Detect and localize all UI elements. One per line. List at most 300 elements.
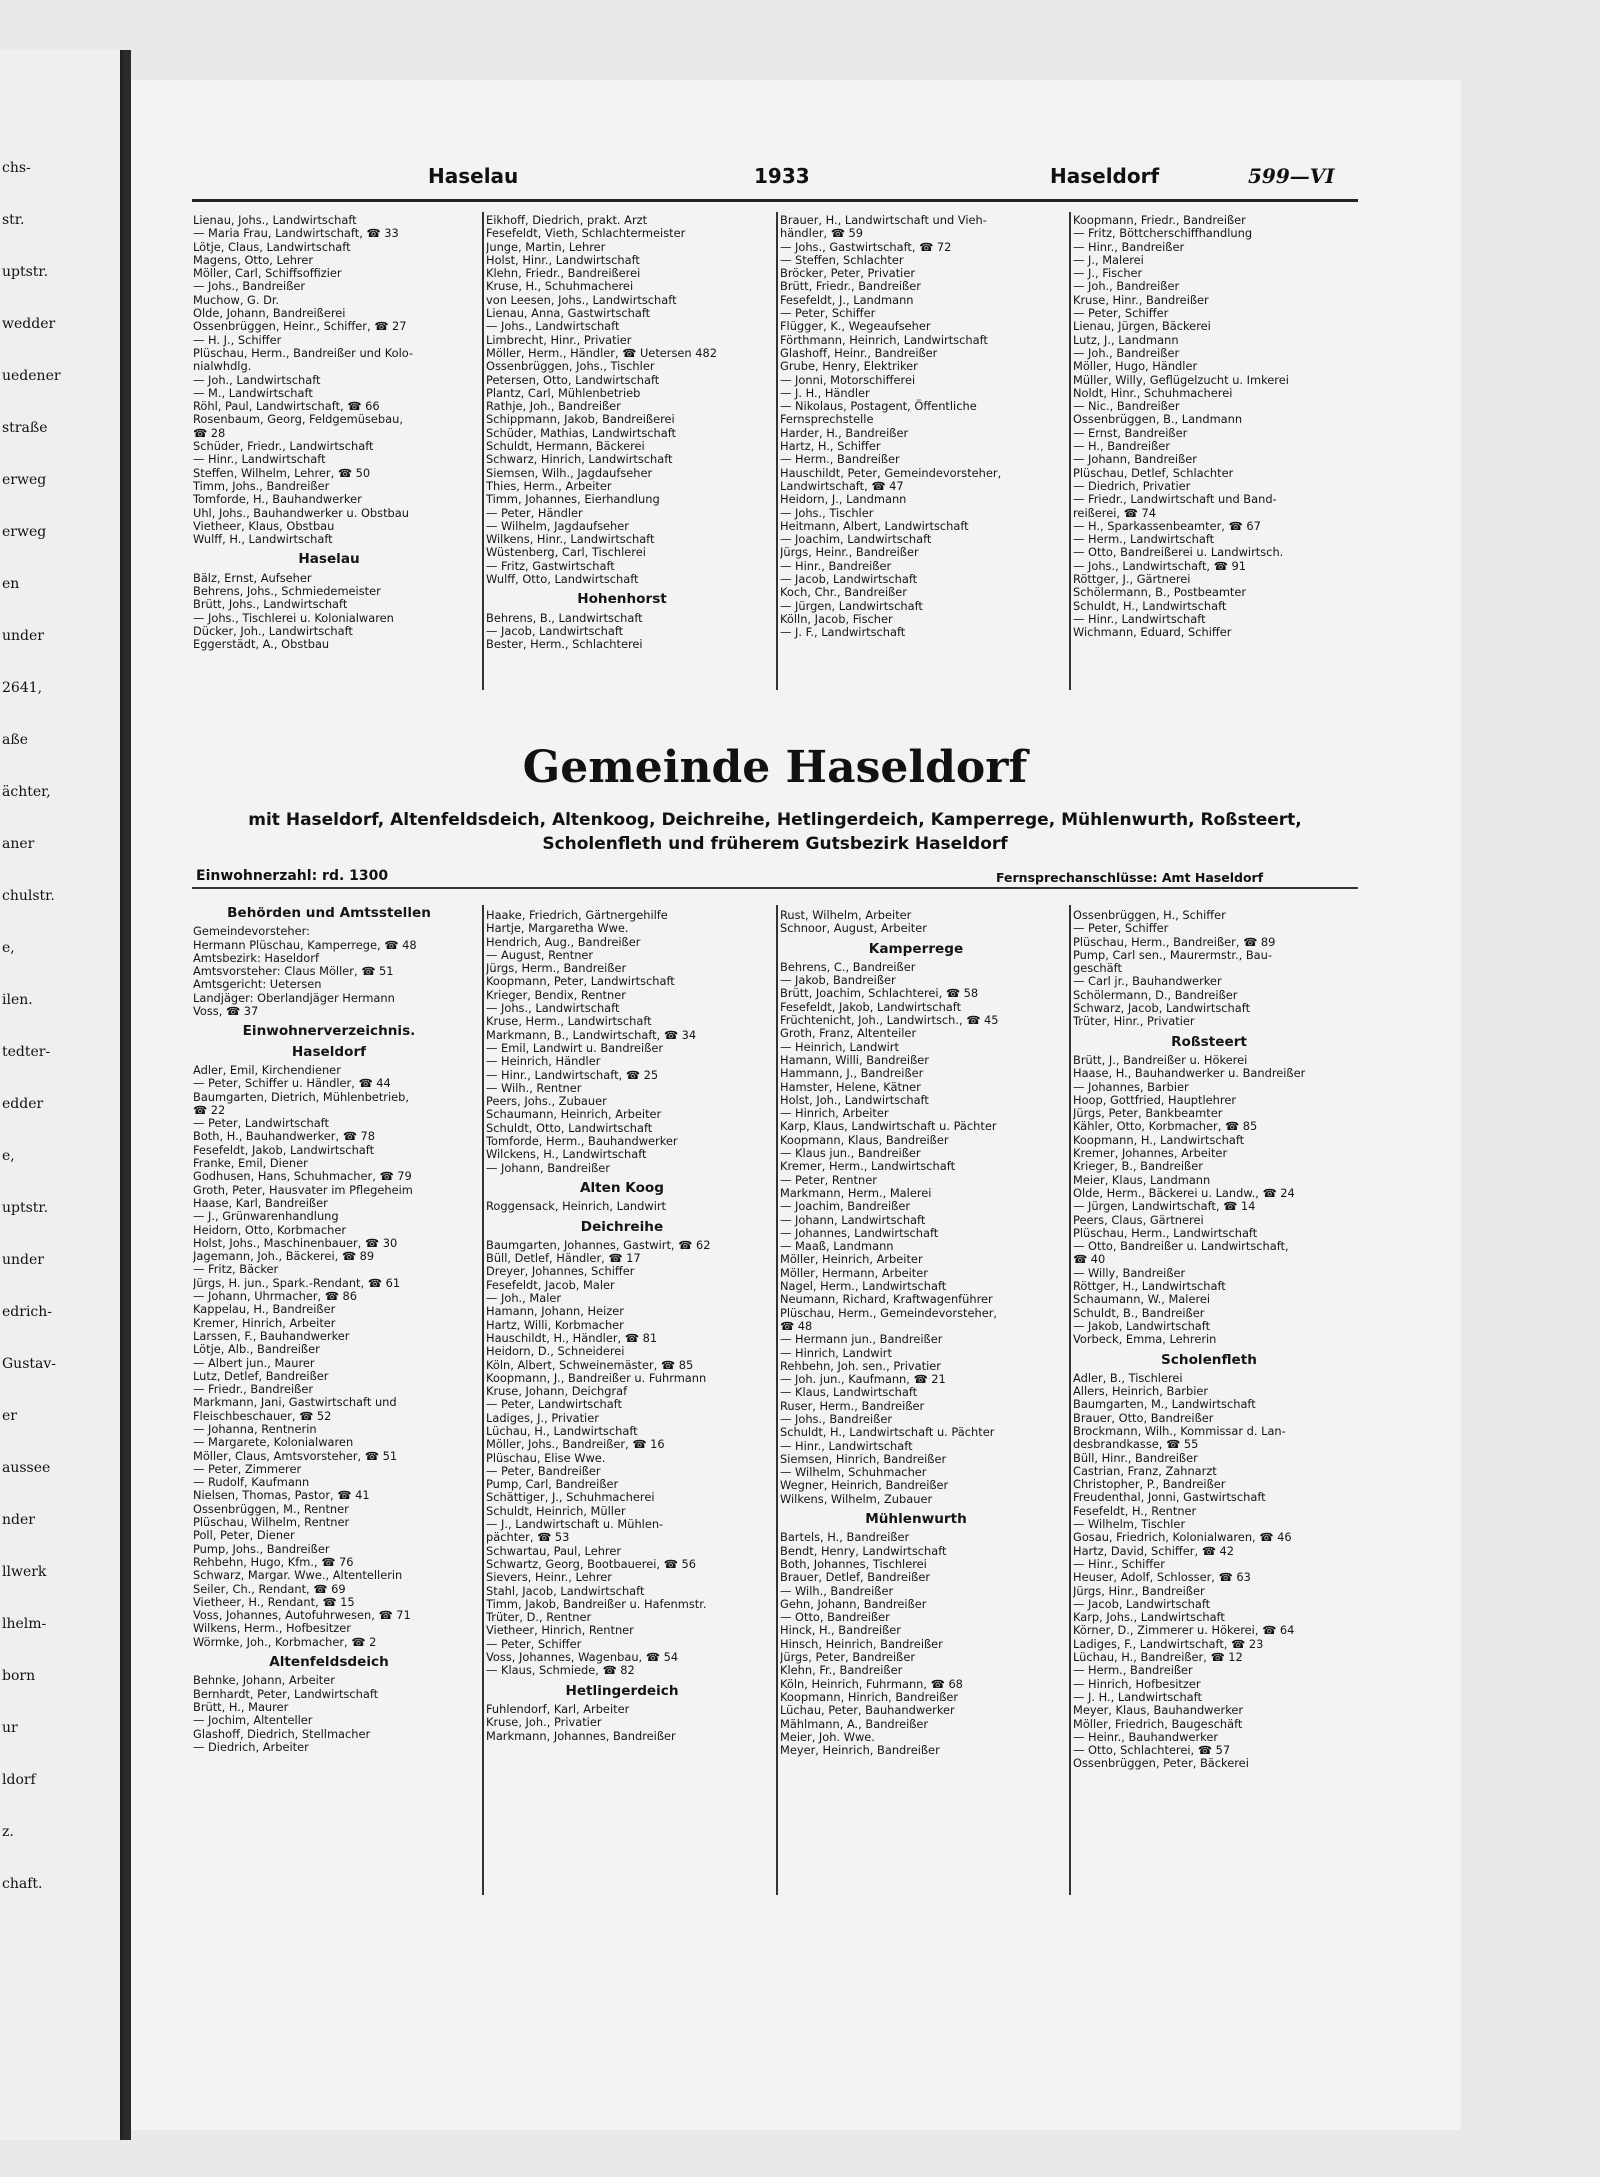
directory-entry: — Joh., Landwirtschaft (193, 372, 321, 387)
directory-entry: — Johann, Landwirtschaft (780, 1212, 926, 1227)
directory-entry: Holst, Joh., Landwirtschaft (780, 1092, 929, 1107)
directory-entry: — Joachim, Landwirtschaft (780, 532, 932, 547)
directory-entry: Wulff, H., Landwirtschaft (193, 532, 333, 547)
section-heading: Deichreihe (580, 1218, 664, 1235)
directory-entry: — Wilhelm, Tischler (1073, 1517, 1186, 1532)
bottom-column-3 (780, 909, 1052, 1899)
directory-entry: — Heinrich, Händler (486, 1054, 601, 1069)
directory-entry: nialwhdlg. (193, 359, 252, 374)
directory-entry: Vietheer, Hinrich, Rentner (486, 1623, 634, 1638)
directory-entry: Markmann, B., Landwirtschaft, ☎ 34 (486, 1027, 697, 1042)
directory-entry: Hamster, Helene, Kätner (780, 1079, 921, 1094)
prev-page-fragment: nder (2, 1512, 35, 1528)
directory-entry: — Jonni, Motorschifferei (780, 372, 916, 387)
directory-entry: — J., Landwirtschaft u. Mühlen- (486, 1517, 664, 1532)
directory-entry: — Johanna, Rentnerin (193, 1421, 317, 1436)
directory-entry: — J., Fischer (1073, 266, 1143, 281)
directory-entry: — Herm., Bandreißer (780, 452, 900, 467)
directory-entry: Brauer, Otto, Bandreißer (1073, 1410, 1214, 1425)
directory-entry: Schuldt, Hermann, Bäckerei (486, 439, 645, 454)
directory-entry: — Steffen, Schlachter (780, 252, 904, 267)
directory-entry: Fesefeldt, Jakob, Landwirtschaft (193, 1142, 375, 1157)
directory-entry: Wilckens, H., Landwirtschaft (486, 1147, 647, 1162)
directory-entry: Plüschau, Detlef, Schlachter (1073, 465, 1234, 480)
directory-entry: Rathje, Joh., Bandreißer (486, 399, 621, 414)
directory-entry: — Joh., Bandreißer (1073, 279, 1180, 294)
prev-page-fragment: erweg (2, 472, 47, 488)
directory-entry: Tomforde, Herm., Bauhandwerker (486, 1134, 678, 1149)
directory-entry: — Joh., Maler (486, 1291, 562, 1306)
directory-entry: — Hinrich, Hofbesitzer (1073, 1676, 1201, 1691)
directory-entry: Lienau, Jürgen, Bäckerei (1073, 319, 1211, 334)
top-col3-entries (780, 214, 1052, 640)
directory-entry: — J. F., Landwirtschaft (780, 625, 906, 640)
directory-entry: Koopmann, J., Bandreißer u. Fuhrmann (486, 1370, 707, 1385)
directory-entry: — H., Bandreißer (1073, 439, 1170, 454)
directory-entry: Hamann, Willi, Bandreißer (780, 1052, 929, 1067)
directory-entry: Karp, Klaus, Landwirtschaft u. Pächter (780, 1119, 997, 1134)
directory-entry: Köln, Heinrich, Fuhrmann, ☎ 68 (780, 1676, 963, 1691)
directory-entry: Heidorn, D., Schneiderei (486, 1344, 625, 1359)
directory-entry: — Peter, Zimmerer (193, 1461, 302, 1476)
directory-entry: Siemsen, Hinrich, Bandreißer (780, 1451, 947, 1466)
directory-entry: — J., Malerei (1073, 252, 1144, 267)
directory-entry: — Johs., Tischler (780, 505, 874, 520)
directory-entry: Poll, Peter, Diener (193, 1528, 295, 1543)
directory-entry: Grube, Henry, Elektriker (780, 359, 918, 374)
directory-entry: Ossenbrüggen, Heinr., Schiffer, ☎ 27 (193, 319, 407, 334)
directory-entry: Dreyer, Johannes, Schiffer (486, 1264, 635, 1279)
directory-entry: Glashoff, Heinr., Bandreißer (780, 345, 938, 360)
directory-entry: Wüstenberg, Carl, Tischlerei (486, 545, 646, 560)
prev-page-fragment: edrich- (2, 1304, 53, 1320)
directory-entry: Büll, Detlef, Händler, ☎ 17 (486, 1251, 641, 1266)
directory-entry: Magens, Otto, Lehrer (193, 252, 314, 267)
prev-page-fragment: e, (2, 940, 15, 956)
directory-entry: Behrens, B., Landwirtschaft (486, 610, 643, 625)
previous-page-edge (0, 50, 123, 2140)
directory-entry: Muchow, G. Dr. (193, 292, 280, 307)
directory-entry: — Hinr., Landwirtschaft (780, 1438, 913, 1453)
subtitle-line-2: Scholenfleth und früherem Gutsbezirk Haseldorf (542, 834, 1008, 854)
directory-entry: — Jakob, Landwirtschaft (1073, 1318, 1211, 1333)
directory-entry: Schättiger, J., Schuhmacherei (486, 1490, 655, 1505)
directory-entry: Kremer, Herm., Landwirtschaft (780, 1159, 956, 1174)
population-count: Einwohnerzahl: rd. 1300 (196, 868, 389, 884)
directory-entry: Thies, Herm., Arbeiter (486, 478, 612, 493)
directory-entry: Ruser, Herm., Bandreißer (780, 1398, 925, 1413)
directory-entry: Rosenbaum, Georg, Feldgemüsebau, (193, 412, 403, 427)
directory-entry: — H. J., Schiffer (193, 332, 282, 347)
directory-entry: — Hinr., Landwirtschaft, ☎ 25 (486, 1067, 659, 1082)
directory-entry: Schwarz, Jacob, Landwirtschaft (1073, 1001, 1251, 1016)
prev-page-fragment: tedter- (2, 1044, 51, 1060)
directory-entry: — Wilhelm, Jagdaufseher (486, 518, 629, 533)
directory-entry: Wilkens, Hinr., Landwirtschaft (486, 532, 655, 547)
directory-entry: Christopher, P., Bandreißer (1073, 1477, 1226, 1492)
directory-entry: Haase, Karl, Bandreißer (193, 1195, 328, 1210)
directory-entry: Sievers, Heinr., Lehrer (486, 1570, 612, 1585)
prev-page-fragment: e, (2, 1148, 15, 1164)
directory-entry: Gemeindevorsteher: (193, 924, 310, 939)
directory-entry: Plantz, Carl, Mühlenbetrieb (486, 385, 641, 400)
directory-entry: Landjäger: Oberlandjäger Hermann (193, 990, 395, 1005)
directory-entry: Limbrecht, Hinr., Privatier (486, 332, 632, 347)
directory-entry: — Otto, Bandreißer u. Landwirtschaft, (1073, 1239, 1289, 1254)
directory-entry: ☎ 40 (1073, 1252, 1106, 1267)
directory-entry: Lüchau, Peter, Bauhandwerker (780, 1703, 955, 1718)
column-divider (776, 905, 778, 1895)
directory-entry: — Peter, Schiffer (1073, 921, 1169, 936)
directory-entry: Markmann, Johannes, Bandreißer (486, 1728, 676, 1743)
directory-entry: Vietheer, H., Rendant, ☎ 15 (193, 1594, 355, 1609)
directory-entry: Koopmann, Friedr., Bandreißer (1073, 214, 1246, 227)
bottom-column-4 (1073, 909, 1345, 1899)
prev-page-fragment: aussee (2, 1460, 51, 1476)
directory-entry: Karp, Johs., Landwirtschaft (1073, 1610, 1225, 1625)
directory-entry: Kremer, Johannes, Arbeiter (1073, 1146, 1228, 1161)
directory-entry: Schölermann, D., Bandreißer (1073, 987, 1238, 1002)
directory-entry: Schuldt, H., Landwirtschaft u. Pächter (780, 1425, 995, 1440)
directory-entry: Behrens, C., Bandreißer (780, 959, 916, 974)
directory-entry: Krieger, Bendix, Rentner (486, 987, 626, 1002)
directory-entry: Freudenthal, Jonni, Gastwirtschaft (1073, 1490, 1266, 1505)
directory-entry: Ossenbrüggen, H., Schiffer (1073, 909, 1226, 922)
directory-entry: Ossenbrüggen, B., Landmann (1073, 412, 1243, 427)
directory-entry: Fesefeldt, J., Landmann (780, 292, 914, 307)
directory-entry: Adler, B., Tischlerei (1073, 1370, 1183, 1385)
directory-entry: Baumgarten, M., Landwirtschaft (1073, 1397, 1256, 1412)
directory-entry: — Emil, Landwirt u. Bandreißer (486, 1040, 664, 1055)
prev-page-fragment: uptstr. (2, 264, 49, 280)
directory-entry: — Peter, Händler (486, 505, 583, 520)
directory-entry: Kruse, Joh., Privatier (486, 1715, 602, 1730)
directory-entry: Möller, Friedrich, Baugeschäft (1073, 1716, 1243, 1731)
bottom-column-1 (193, 900, 465, 1900)
section-heading: Behörden und Amtsstellen (227, 905, 431, 921)
directory-entry: Junge, Martin, Lehrer (486, 239, 606, 254)
directory-entry: Hartje, Margaretha Wwe. (486, 921, 629, 936)
directory-entry: reißerei, ☎ 74 (1073, 505, 1156, 520)
directory-entry: geschäft (1073, 961, 1122, 976)
directory-entry: Schwartau, Paul, Lehrer (486, 1543, 622, 1558)
prev-page-fragment: ldorf (2, 1772, 36, 1788)
directory-entry: Bester, Herm., Schlachterei (486, 637, 643, 652)
directory-entry: Gosau, Friedrich, Kolonialwaren, ☎ 46 (1073, 1530, 1292, 1545)
directory-entry: Schüder, Friedr., Landwirtschaft (193, 439, 374, 454)
directory-entry: — Otto, Schlachterei, ☎ 57 (1073, 1743, 1231, 1758)
directory-entry: Früchtenicht, Joh., Landwirtsch., ☎ 45 (780, 1013, 999, 1028)
directory-entry: händler, ☎ 59 (780, 226, 864, 241)
directory-entry: — Albert jun., Maurer (193, 1355, 315, 1370)
prev-page-fragment: z. (2, 1824, 14, 1840)
directory-entry: — Hinr., Landwirtschaft (193, 452, 326, 467)
phone-office: Fernsprechanschlüsse: Amt Haseldorf (996, 870, 1264, 885)
section-heading: Hetlingerdeich (565, 1682, 679, 1699)
directory-entry: Trüter, D., Rentner (486, 1610, 592, 1625)
title-rule (192, 887, 1358, 889)
directory-entry: Timm, Johannes, Eierhandlung (486, 492, 660, 507)
prev-page-fragment: en (2, 576, 20, 592)
directory-entry: Rehbehn, Hugo, Kfm., ☎ 76 (193, 1554, 354, 1569)
directory-entry: — Nic., Bandreißer (1073, 399, 1180, 414)
directory-entry: Vietheer, Klaus, Obstbau (193, 518, 335, 533)
directory-entry: — Peter, Schiffer u. Händler, ☎ 44 (193, 1076, 391, 1091)
section-heading-haselau: Haselau (298, 551, 360, 568)
directory-entry: Both, H., Bauhandwerker, ☎ 78 (193, 1129, 376, 1144)
directory-entry: ☎ 28 (193, 425, 226, 440)
directory-entry: — Peter, Schiffer (780, 306, 876, 321)
directory-entry: Brütt, Joachim, Schlachterei, ☎ 58 (780, 986, 979, 1001)
directory-entry: Heuser, Adolf, Schlosser, ☎ 63 (1073, 1570, 1251, 1585)
directory-entry: Ladiges, J., Privatier (486, 1410, 599, 1425)
directory-entry: Dücker, Joh., Landwirtschaft (193, 623, 353, 638)
page-title: Gemeinde Haseldorf (522, 742, 1028, 793)
directory-entry: — Johannes, Barbier (1073, 1079, 1189, 1094)
directory-entry: Kruse, Herm., Landwirtschaft (486, 1014, 652, 1029)
directory-entry: — Joh., Bandreißer (1073, 345, 1180, 360)
directory-entry: — Hinr., Landwirtschaft (1073, 611, 1206, 626)
directory-entry: Jürgs, H. jun., Spark.-Rendant, ☎ 61 (193, 1275, 401, 1290)
directory-entry: Möller, Claus, Amtsvorsteher, ☎ 51 (193, 1448, 398, 1463)
directory-entry: Amtsbezirk: Haseldorf (193, 950, 319, 965)
directory-entry: Schwartz, Georg, Bootbauerei, ☎ 56 (486, 1556, 696, 1571)
directory-entry: — Diedrich, Privatier (1073, 478, 1191, 493)
directory-entry: Hendrich, Aug., Bandreißer (486, 934, 641, 949)
header-left: Haselau (428, 164, 519, 188)
directory-entry: Amtsvorsteher: Claus Möller, ☎ 51 (193, 964, 394, 979)
prev-page-fragment: aner (2, 836, 35, 852)
directory-entry: Lienau, Johs., Landwirtschaft (193, 214, 357, 227)
prev-page-fragment: Gustav- (2, 1356, 56, 1372)
directory-entry: Hinck, H., Bandreißer (780, 1623, 901, 1638)
directory-entry: Haake, Friedrich, Gärtnergehilfe (486, 909, 668, 922)
directory-entry: Schuldt, B., Bandreißer (1073, 1305, 1205, 1320)
directory-entry: Bälz, Ernst, Aufseher (193, 570, 312, 585)
directory-entry: — Hermann jun., Bandreißer (780, 1332, 943, 1347)
directory-entry: Brütt, Friedr., Bandreißer (780, 279, 921, 294)
directory-entry: Roggensack, Heinrich, Landwirt (486, 1199, 667, 1214)
prev-page-fragment: erweg (2, 524, 47, 540)
directory-entry: Brockmann, Wilh., Kommissar d. Lan- (1073, 1423, 1286, 1438)
directory-entry: — Peter, Bandreißer (486, 1463, 601, 1478)
prev-page-fragment: edder (2, 1096, 44, 1112)
directory-entry: — Jürgen, Landwirtschaft, ☎ 14 (1073, 1199, 1256, 1214)
directory-entry: — Johs., Landwirtschaft, ☎ 91 (1073, 558, 1246, 573)
directory-entry: — Joachim, Bandreißer (780, 1199, 911, 1214)
directory-entry: Kremer, Hinrich, Arbeiter (193, 1315, 336, 1330)
directory-entry: Fleischbeschauer, ☎ 52 (193, 1408, 332, 1423)
prev-page-fragment: ur (2, 1720, 18, 1736)
section-heading-hohenhorst: Hohenhorst (577, 591, 667, 608)
directory-entry: — Johann, Bandreißer (1073, 452, 1197, 467)
prev-page-fragment: aße (2, 732, 28, 748)
directory-entry: Koopmann, H., Landwirtschaft (1073, 1132, 1245, 1147)
directory-entry: Hartz, H., Schiffer (780, 439, 881, 454)
directory-entry: Larssen, F., Bauhandwerker (193, 1328, 350, 1343)
directory-entry: Möller, Hermann, Arbeiter (780, 1265, 928, 1280)
directory-entry: Röttger, J., Gärtnerei (1073, 572, 1191, 587)
directory-entry: — Heinrich, Landwirt (780, 1039, 899, 1054)
directory-entry: — Margarete, Kolonialwaren (193, 1435, 354, 1450)
top-col2b-entries (486, 612, 758, 652)
directory-entry: — Carl jr., Bauhandwerker (1073, 974, 1222, 989)
directory-entry: Brauer, H., Landwirtschaft und Vieh- (780, 214, 987, 227)
directory-entry: Steffen, Wilhelm, Lehrer, ☎ 50 (193, 465, 371, 480)
directory-entry: — Otto, Bandreißerei u. Landwirtsch. (1073, 545, 1284, 560)
prev-page-fragment: llwerk (2, 1564, 47, 1580)
directory-entry: Harder, H., Bandreißer (780, 425, 909, 440)
directory-entry: Lienau, Anna, Gastwirtschaft (486, 306, 651, 321)
directory-entry: — H., Sparkassenbeamter, ☎ 67 (1073, 518, 1261, 533)
directory-entry: Koch, Chr., Bandreißer (780, 585, 907, 600)
directory-entry: Fesefeldt, Jakob, Landwirtschaft (780, 999, 962, 1014)
top-column-4 (1073, 214, 1345, 692)
directory-entry: — Joh. jun., Kaufmann, ☎ 21 (780, 1372, 946, 1387)
directory-entry: Möller, Hugo, Händler (1073, 359, 1198, 374)
directory-entry: Amtsgericht: Uetersen (193, 977, 322, 992)
directory-entry: Jürgs, Hinr., Bandreißer (1073, 1583, 1205, 1598)
directory-entry: — Herm., Bandreißer (1073, 1663, 1193, 1678)
directory-entry: Nielsen, Thomas, Pastor, ☎ 41 (193, 1488, 370, 1503)
header-right: Haseldorf (1050, 164, 1160, 188)
directory-entry: Voss, ☎ 37 (193, 1004, 259, 1019)
directory-entry: Mählmann, A., Bandreißer (780, 1716, 929, 1731)
directory-entry: Hoop, Gottfried, Hauptlehrer (1073, 1092, 1237, 1107)
directory-entry: — Hinrich, Landwirt (780, 1345, 892, 1360)
directory-entry: — Peter, Rentner (780, 1172, 877, 1187)
running-header (298, 164, 1358, 190)
bottom-col1-entries (193, 907, 465, 1754)
prev-page-fragment: 2641, (2, 680, 43, 696)
directory-entry: Möller, Herm., Händler, ☎ Uetersen 482 (486, 345, 717, 360)
prev-page-fragment: under (2, 1252, 44, 1268)
directory-entry: Jürgs, Herm., Bandreißer (486, 961, 627, 976)
directory-entry: Siemsen, Wilh., Jagdaufseher (486, 465, 653, 480)
directory-entry: Lötje, Claus, Landwirtschaft (193, 239, 351, 254)
directory-entry: — Johs., Gastwirtschaft, ☎ 72 (780, 239, 952, 254)
top-col4-entries (1073, 214, 1345, 640)
directory-entry: Lötje, Alb., Bandreißer (193, 1342, 320, 1357)
directory-entry: Rehbehn, Joh. sen., Privatier (780, 1358, 941, 1373)
directory-entry: Ossenbrüggen, Johs., Tischler (486, 359, 655, 374)
directory-entry: Baumgarten, Dietrich, Mühlenbetrieb, (193, 1089, 409, 1104)
directory-entry: Seiler, Ch., Rendant, ☎ 69 (193, 1581, 346, 1596)
prev-page-fragment: straße (2, 420, 48, 436)
directory-entry: — Otto, Bandreißer (780, 1610, 890, 1625)
directory-entry: — Klaus, Landwirtschaft (780, 1385, 918, 1400)
directory-entry: Fernsprechstelle (780, 412, 874, 427)
directory-entry: — Wilh., Bandreißer (780, 1583, 894, 1598)
directory-entry: — Ernst, Bandreißer (1073, 425, 1188, 440)
directory-entry: Holst, Hinr., Landwirtschaft (486, 252, 640, 267)
directory-entry: — Johann, Bandreißer (486, 1160, 610, 1175)
directory-entry: Rust, Wilhelm, Arbeiter (780, 909, 912, 922)
directory-entry: — M., Landwirtschaft (193, 385, 313, 400)
directory-entry: Jürgs, Heinr., Bandreißer (780, 545, 919, 560)
directory-entry: Kruse, Hinr., Bandreißer (1073, 292, 1209, 307)
directory-entry: Eikhoff, Diedrich, prakt. Arzt (486, 214, 648, 227)
directory-entry: Köln, Albert, Schweinemäster, ☎ 85 (486, 1357, 694, 1372)
directory-entry: Kölln, Jacob, Fischer (780, 611, 893, 626)
directory-entry: Hinsch, Heinrich, Bandreißer (780, 1636, 943, 1651)
directory-entry: Röttger, H., Landwirtschaft (1073, 1279, 1226, 1294)
directory-entry: Olde, Herm., Bäckerei u. Landw., ☎ 24 (1073, 1185, 1295, 1200)
directory-entry: von Leesen, Johs., Landwirtschaft (486, 292, 677, 307)
prev-page-fragment: chulstr. (2, 888, 55, 904)
directory-entry: Petersen, Otto, Landwirtschaft (486, 372, 660, 387)
directory-entry: Bröcker, Peter, Privatier (780, 266, 916, 281)
directory-entry: Kruse, H., Schuhmacherei (486, 279, 634, 294)
directory-entry: — Johs., Landwirtschaft (486, 319, 620, 334)
directory-entry: Lüchau, H., Landwirtschaft (486, 1423, 638, 1438)
directory-entry: — August, Rentner (486, 947, 594, 962)
directory-entry: Schwarz, Margar. Wwe., Altentellerin (193, 1568, 403, 1583)
directory-entry: Ossenbrüggen, Peter, Bäckerei (1073, 1756, 1249, 1771)
directory-entry: — Jacob, Landwirtschaft (1073, 1596, 1211, 1611)
directory-entry: — Rudolf, Kaufmann (193, 1475, 310, 1490)
directory-entry: — Jochim, Altenteller (193, 1713, 313, 1728)
directory-entry: Tomforde, H., Bauhandwerker (193, 492, 362, 507)
section-heading: Alten Koog (579, 1179, 664, 1196)
directory-entry: — J., Grünwarenhandlung (193, 1209, 339, 1224)
directory-entry: Uhl, Johs., Bauhandwerker u. Obstbau (193, 505, 409, 520)
prev-page-fragment: under (2, 628, 44, 644)
directory-entry: Kähler, Otto, Korbmacher, ☎ 85 (1073, 1119, 1258, 1134)
directory-entry: — Hinrich, Arbeiter (780, 1106, 889, 1121)
directory-entry: Röhl, Paul, Landwirtschaft, ☎ 66 (193, 399, 380, 414)
directory-entry: Meyer, Heinrich, Bandreißer (780, 1743, 940, 1758)
header-rule (192, 199, 1358, 202)
directory-entry: Eggerstädt, A., Obstbau (193, 637, 330, 652)
directory-entry: Fesefeldt, Vieth, Schlachtermeister (486, 226, 686, 241)
directory-entry: Koopmann, Klaus, Bandreißer (780, 1132, 949, 1147)
directory-entry: Heitmann, Albert, Landwirtschaft (780, 518, 969, 533)
directory-entry: — Johs., Bandreißer (193, 279, 306, 294)
directory-entry: Voss, Johannes, Wagenbau, ☎ 54 (486, 1650, 679, 1665)
directory-entry: — Fritz, Gastwirtschaft (486, 558, 615, 573)
directory-entry: Kappelau, H., Bandreißer (193, 1302, 336, 1317)
directory-entry: Plüschau, Herm., Bandreißer und Kolo- (193, 345, 414, 360)
prev-page-fragment: born (2, 1668, 36, 1684)
directory-entry: Schwarz, Hinrich, Landwirtschaft (486, 452, 673, 467)
directory-entry: — Wilhelm, Schuhmacher (780, 1465, 927, 1480)
book-gutter (123, 50, 131, 2140)
section-heading: Scholenfleth (1161, 1351, 1257, 1368)
directory-entry: Glashoff, Diedrich, Stellmacher (193, 1726, 371, 1741)
directory-entry: Schnoor, August, Arbeiter (780, 921, 927, 936)
directory-entry: Möller, Heinrich, Arbeiter (780, 1252, 923, 1267)
directory-entry: Wörmke, Joh., Korbmacher, ☎ 2 (193, 1634, 377, 1649)
directory-entry: — Jürgen, Landwirtschaft (780, 598, 923, 613)
directory-entry: Stahl, Jacob, Landwirtschaft (486, 1583, 645, 1598)
prev-page-fragment: ilen. (2, 992, 33, 1008)
directory-entry: Wilkens, Wilhelm, Zubauer (780, 1491, 933, 1506)
prev-page-fragment: uptstr. (2, 1200, 49, 1216)
directory-entry: — Maria Frau, Landwirtschaft, ☎ 33 (193, 226, 399, 241)
directory-entry: Hauschildt, H., Händler, ☎ 81 (486, 1330, 658, 1345)
directory-entry: Pump, Carl sen., Maurermstr., Bau- (1073, 947, 1272, 962)
directory-entry: Olde, Johann, Bandreißerei (193, 306, 346, 321)
directory-entry: Müller, Willy, Geflügelzucht u. Imkerei (1073, 372, 1289, 387)
directory-entry: Plüschau, Herm., Landwirtschaft (1073, 1225, 1258, 1240)
subtitle-line-1: mit Haseldorf, Altenfeldsdeich, Altenkoog, Deichreihe, Hetlingerdeich, Kamperrege, Mühlenwurth, Roßsteert, (248, 810, 1302, 830)
directory-entry: — Nikolaus, Postagent, Öffentliche (780, 399, 977, 414)
prev-page-fragment: er (2, 1408, 17, 1424)
directory-entry: — Herm., Landwirtschaft (1073, 532, 1215, 547)
directory-entry: Körner, D., Zimmerer u. Hökerei, ☎ 64 (1073, 1623, 1295, 1638)
directory-entry: Both, Johannes, Tischlerei (780, 1556, 927, 1571)
